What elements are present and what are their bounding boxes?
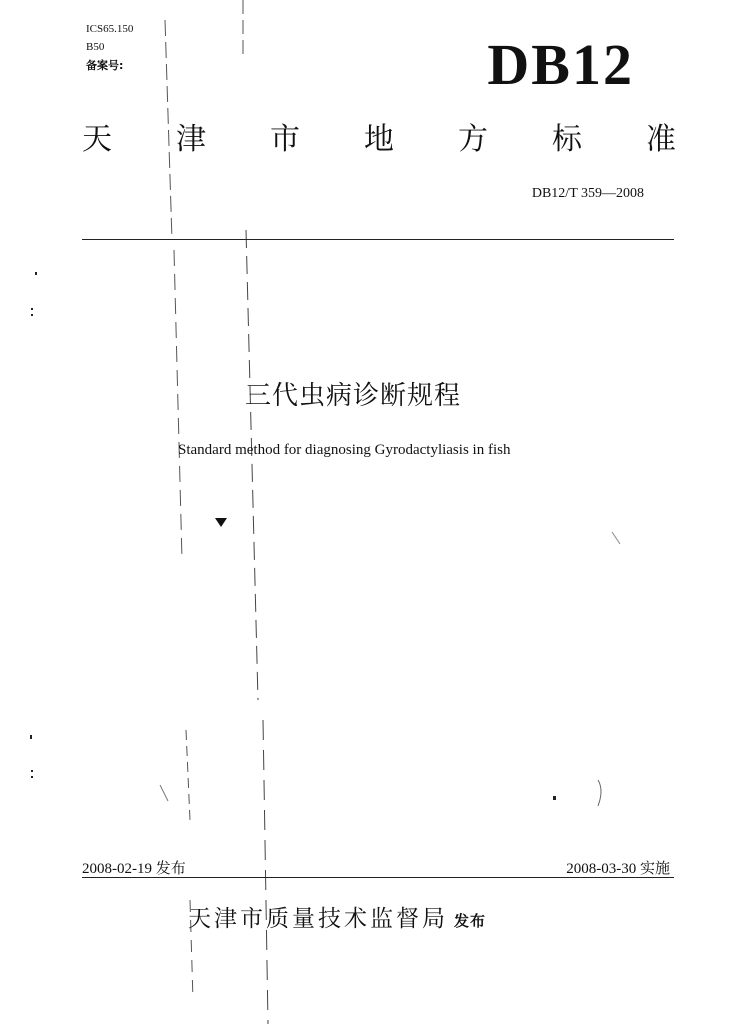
standard-type-heading <box>82 118 676 162</box>
publisher-suffix: 发布 <box>454 912 487 930</box>
bottom-divider <box>82 877 674 878</box>
db12-logo: DB12 <box>487 32 634 97</box>
publisher <box>188 900 486 933</box>
record-number-label: 备案号: <box>86 59 124 72</box>
standard-type-char: 方 <box>458 122 488 157</box>
document-title-en: Standard method for diagnosing Gyrodactyliasis in fish <box>178 442 511 458</box>
ics-code: ICS65.150 <box>86 23 134 35</box>
class-code: B50 <box>86 41 105 53</box>
issue-date: 2008-02-19 发布 <box>82 861 186 877</box>
standard-code: DB12/T 359—2008 <box>531 186 644 201</box>
standard-type-char: 准 <box>646 122 676 157</box>
standard-type-char: 市 <box>270 122 300 157</box>
publisher-name: 天津市质量技术监督局 <box>188 906 448 932</box>
document-title-cn: 三代虫病诊断规程 <box>245 381 462 411</box>
implementation-date: 2008-03-30 实施 <box>566 861 670 877</box>
standard-type-char: 地 <box>364 122 394 157</box>
standard-type-char: 天 <box>82 122 112 157</box>
standard-type-char: 津 <box>176 122 206 157</box>
top-divider <box>82 239 674 240</box>
standard-type-char: 标 <box>552 122 582 157</box>
